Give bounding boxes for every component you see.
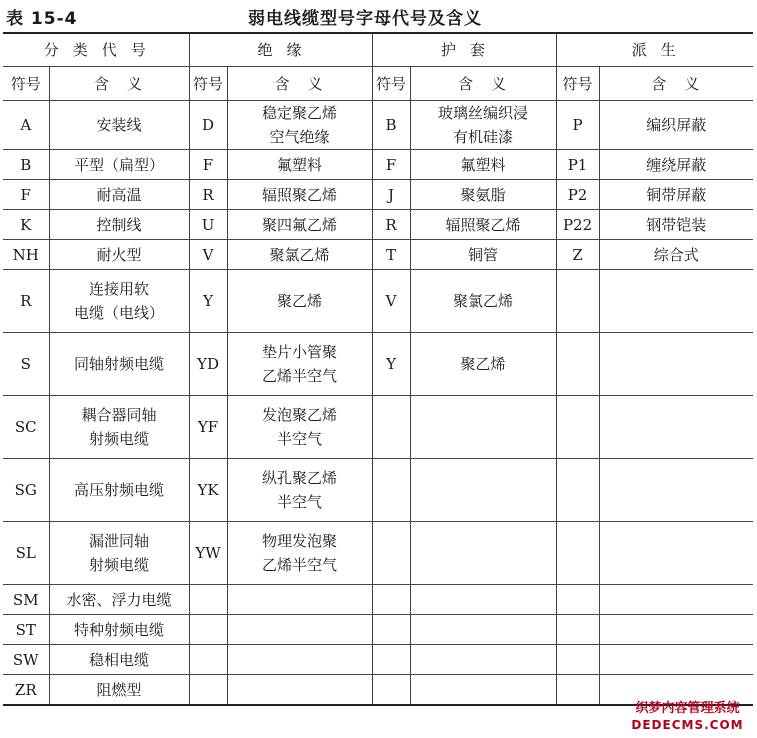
table-row (3, 270, 753, 333)
classification-code-cell: K (3, 210, 49, 240)
classification-code-cell: NH (3, 240, 49, 270)
sheath-code-cell (372, 522, 410, 585)
sheath-meaning-cell (410, 645, 556, 675)
classification-meaning-cell: 平型（扁型） (49, 150, 189, 180)
classification-code-cell: B (3, 150, 49, 180)
classification-code-cell: SL (3, 522, 49, 585)
derivative-meaning-cell: 铜带屏蔽 (599, 180, 753, 210)
sheath-code-cell: F (372, 150, 410, 180)
classification-meaning-cell: 控制线 (49, 210, 189, 240)
sheath-meaning-cell: 玻璃丝编织浸 有机硅漆 (410, 101, 556, 150)
derivative-code-cell (556, 645, 599, 675)
classification-meaning-cell: 安装线 (49, 101, 189, 150)
classification-meaning-cell: 阻燃型 (49, 675, 189, 706)
sheath-code-cell (372, 585, 410, 615)
insulation-code-cell (189, 585, 227, 615)
sheath-code-cell (372, 459, 410, 522)
insulation-code-cell: R (189, 180, 227, 210)
insulation-meaning-cell: 稳定聚乙烯 空气绝缘 (227, 101, 372, 150)
derivative-code-cell (556, 459, 599, 522)
table-row (3, 180, 753, 210)
derivative-meaning-cell: 钢带铠装 (599, 210, 753, 240)
insulation-meaning-cell: 纵孔聚乙烯 半空气 (227, 459, 372, 522)
table-row (3, 150, 753, 180)
derivative-meaning-cell (599, 615, 753, 645)
sheath-meaning-cell: 铜管 (410, 240, 556, 270)
insulation-code-cell (189, 615, 227, 645)
insulation-meaning-cell (227, 585, 372, 615)
sub-header-code: 符号 (189, 67, 227, 101)
derivative-meaning-cell (599, 459, 753, 522)
group-header-derivative: 派生 (556, 33, 753, 67)
watermark (620, 701, 755, 737)
sheath-code-cell: T (372, 240, 410, 270)
classification-code-cell: SW (3, 645, 49, 675)
classification-code-cell: R (3, 270, 49, 333)
group-header-row (3, 33, 753, 67)
derivative-meaning-cell (599, 396, 753, 459)
derivative-code-cell (556, 675, 599, 706)
classification-meaning-cell: 高压射频电缆 (49, 459, 189, 522)
derivative-code-cell (556, 270, 599, 333)
insulation-code-cell: YD (189, 333, 227, 396)
insulation-code-cell (189, 645, 227, 675)
table-row (3, 333, 753, 396)
derivative-code-cell (556, 396, 599, 459)
derivative-code-cell (556, 522, 599, 585)
sheath-code-cell: V (372, 270, 410, 333)
table-row (3, 101, 753, 150)
group-header-sheath: 护套 (372, 33, 556, 67)
classification-meaning-cell: 同轴射频电缆 (49, 333, 189, 396)
insulation-code-cell (189, 675, 227, 706)
sub-header-meaning: 含义 (410, 67, 556, 101)
sheath-meaning-cell: 氟塑料 (410, 150, 556, 180)
table-caption (0, 0, 757, 32)
classification-code-cell: S (3, 333, 49, 396)
derivative-meaning-cell: 编织屏蔽 (599, 101, 753, 150)
table-row (3, 522, 753, 585)
derivative-code-cell: P (556, 101, 599, 150)
cable-code-table (3, 32, 753, 706)
sheath-meaning-cell (410, 615, 556, 645)
derivative-code-cell: P2 (556, 180, 599, 210)
table-row (3, 585, 753, 615)
insulation-code-cell: V (189, 240, 227, 270)
insulation-meaning-cell: 辐照聚乙烯 (227, 180, 372, 210)
sheath-code-cell: J (372, 180, 410, 210)
derivative-meaning-cell (599, 270, 753, 333)
table-title: 弱电线缆型号字母代号及含义 (248, 9, 482, 29)
sub-header-meaning: 含义 (49, 67, 189, 101)
classification-meaning-cell: 水密、浮力电缆 (49, 585, 189, 615)
insulation-code-cell: YF (189, 396, 227, 459)
sheath-meaning-cell (410, 459, 556, 522)
table-row (3, 396, 753, 459)
sheath-meaning-cell (410, 396, 556, 459)
insulation-meaning-cell: 垫片小管聚 乙烯半空气 (227, 333, 372, 396)
classification-meaning-cell: 连接用软 电缆（电线） (49, 270, 189, 333)
sheath-code-cell (372, 396, 410, 459)
sub-header-meaning: 含义 (599, 67, 753, 101)
sheath-code-cell (372, 645, 410, 675)
derivative-code-cell (556, 333, 599, 396)
classification-code-cell: SM (3, 585, 49, 615)
sub-header-code: 符号 (556, 67, 599, 101)
derivative-code-cell: P1 (556, 150, 599, 180)
insulation-meaning-cell (227, 615, 372, 645)
sheath-code-cell: B (372, 101, 410, 150)
table-row (3, 210, 753, 240)
watermark-en: DEDECMS.COM (631, 718, 744, 732)
insulation-code-cell: F (189, 150, 227, 180)
classification-code-cell: ZR (3, 675, 49, 706)
sheath-meaning-cell (410, 522, 556, 585)
insulation-meaning-cell (227, 675, 372, 706)
classification-meaning-cell: 漏泄同轴 射频电缆 (49, 522, 189, 585)
table-row (3, 645, 753, 675)
table-row (3, 240, 753, 270)
table-body (3, 101, 753, 706)
group-header-classification: 分类代号 (3, 33, 189, 67)
derivative-meaning-cell: 综合式 (599, 240, 753, 270)
sub-header-code: 符号 (3, 67, 49, 101)
derivative-meaning-cell: 缠绕屏蔽 (599, 150, 753, 180)
classification-code-cell: SC (3, 396, 49, 459)
derivative-code-cell (556, 585, 599, 615)
sheath-code-cell: R (372, 210, 410, 240)
insulation-meaning-cell: 氟塑料 (227, 150, 372, 180)
table-number: 表 15-4 (6, 9, 78, 29)
insulation-code-cell: YK (189, 459, 227, 522)
classification-meaning-cell: 耐高温 (49, 180, 189, 210)
sub-header-row (3, 67, 753, 101)
insulation-code-cell: Y (189, 270, 227, 333)
insulation-meaning-cell: 聚氯乙烯 (227, 240, 372, 270)
derivative-meaning-cell (599, 645, 753, 675)
sheath-meaning-cell: 聚氨脂 (410, 180, 556, 210)
insulation-code-cell: D (189, 101, 227, 150)
insulation-meaning-cell (227, 645, 372, 675)
insulation-meaning-cell: 聚乙烯 (227, 270, 372, 333)
sheath-meaning-cell: 聚乙烯 (410, 333, 556, 396)
derivative-meaning-cell (599, 333, 753, 396)
classification-meaning-cell: 耐火型 (49, 240, 189, 270)
derivative-code-cell: Z (556, 240, 599, 270)
insulation-meaning-cell: 发泡聚乙烯 半空气 (227, 396, 372, 459)
sheath-meaning-cell: 辐照聚乙烯 (410, 210, 556, 240)
group-header-insulation: 绝缘 (189, 33, 372, 67)
sub-header-meaning: 含义 (227, 67, 372, 101)
sub-header-code: 符号 (372, 67, 410, 101)
classification-meaning-cell: 稳相电缆 (49, 645, 189, 675)
insulation-code-cell: U (189, 210, 227, 240)
classification-code-cell: F (3, 180, 49, 210)
insulation-meaning-cell: 聚四氟乙烯 (227, 210, 372, 240)
table-row (3, 615, 753, 645)
classification-meaning-cell: 耦合器同轴 射频电缆 (49, 396, 189, 459)
sheath-code-cell (372, 675, 410, 706)
sheath-code-cell: Y (372, 333, 410, 396)
sheath-code-cell (372, 615, 410, 645)
classification-code-cell: A (3, 101, 49, 150)
derivative-meaning-cell (599, 522, 753, 585)
table-row (3, 459, 753, 522)
classification-code-cell: SG (3, 459, 49, 522)
insulation-code-cell: YW (189, 522, 227, 585)
derivative-meaning-cell (599, 585, 753, 615)
sheath-meaning-cell (410, 675, 556, 706)
derivative-code-cell (556, 615, 599, 645)
classification-code-cell: ST (3, 615, 49, 645)
sheath-meaning-cell: 聚氯乙烯 (410, 270, 556, 333)
watermark-cn: 织梦内容管理系统 (635, 701, 740, 716)
sheath-meaning-cell (410, 585, 556, 615)
insulation-meaning-cell: 物理发泡聚 乙烯半空气 (227, 522, 372, 585)
derivative-code-cell: P22 (556, 210, 599, 240)
classification-meaning-cell: 特种射频电缆 (49, 615, 189, 645)
